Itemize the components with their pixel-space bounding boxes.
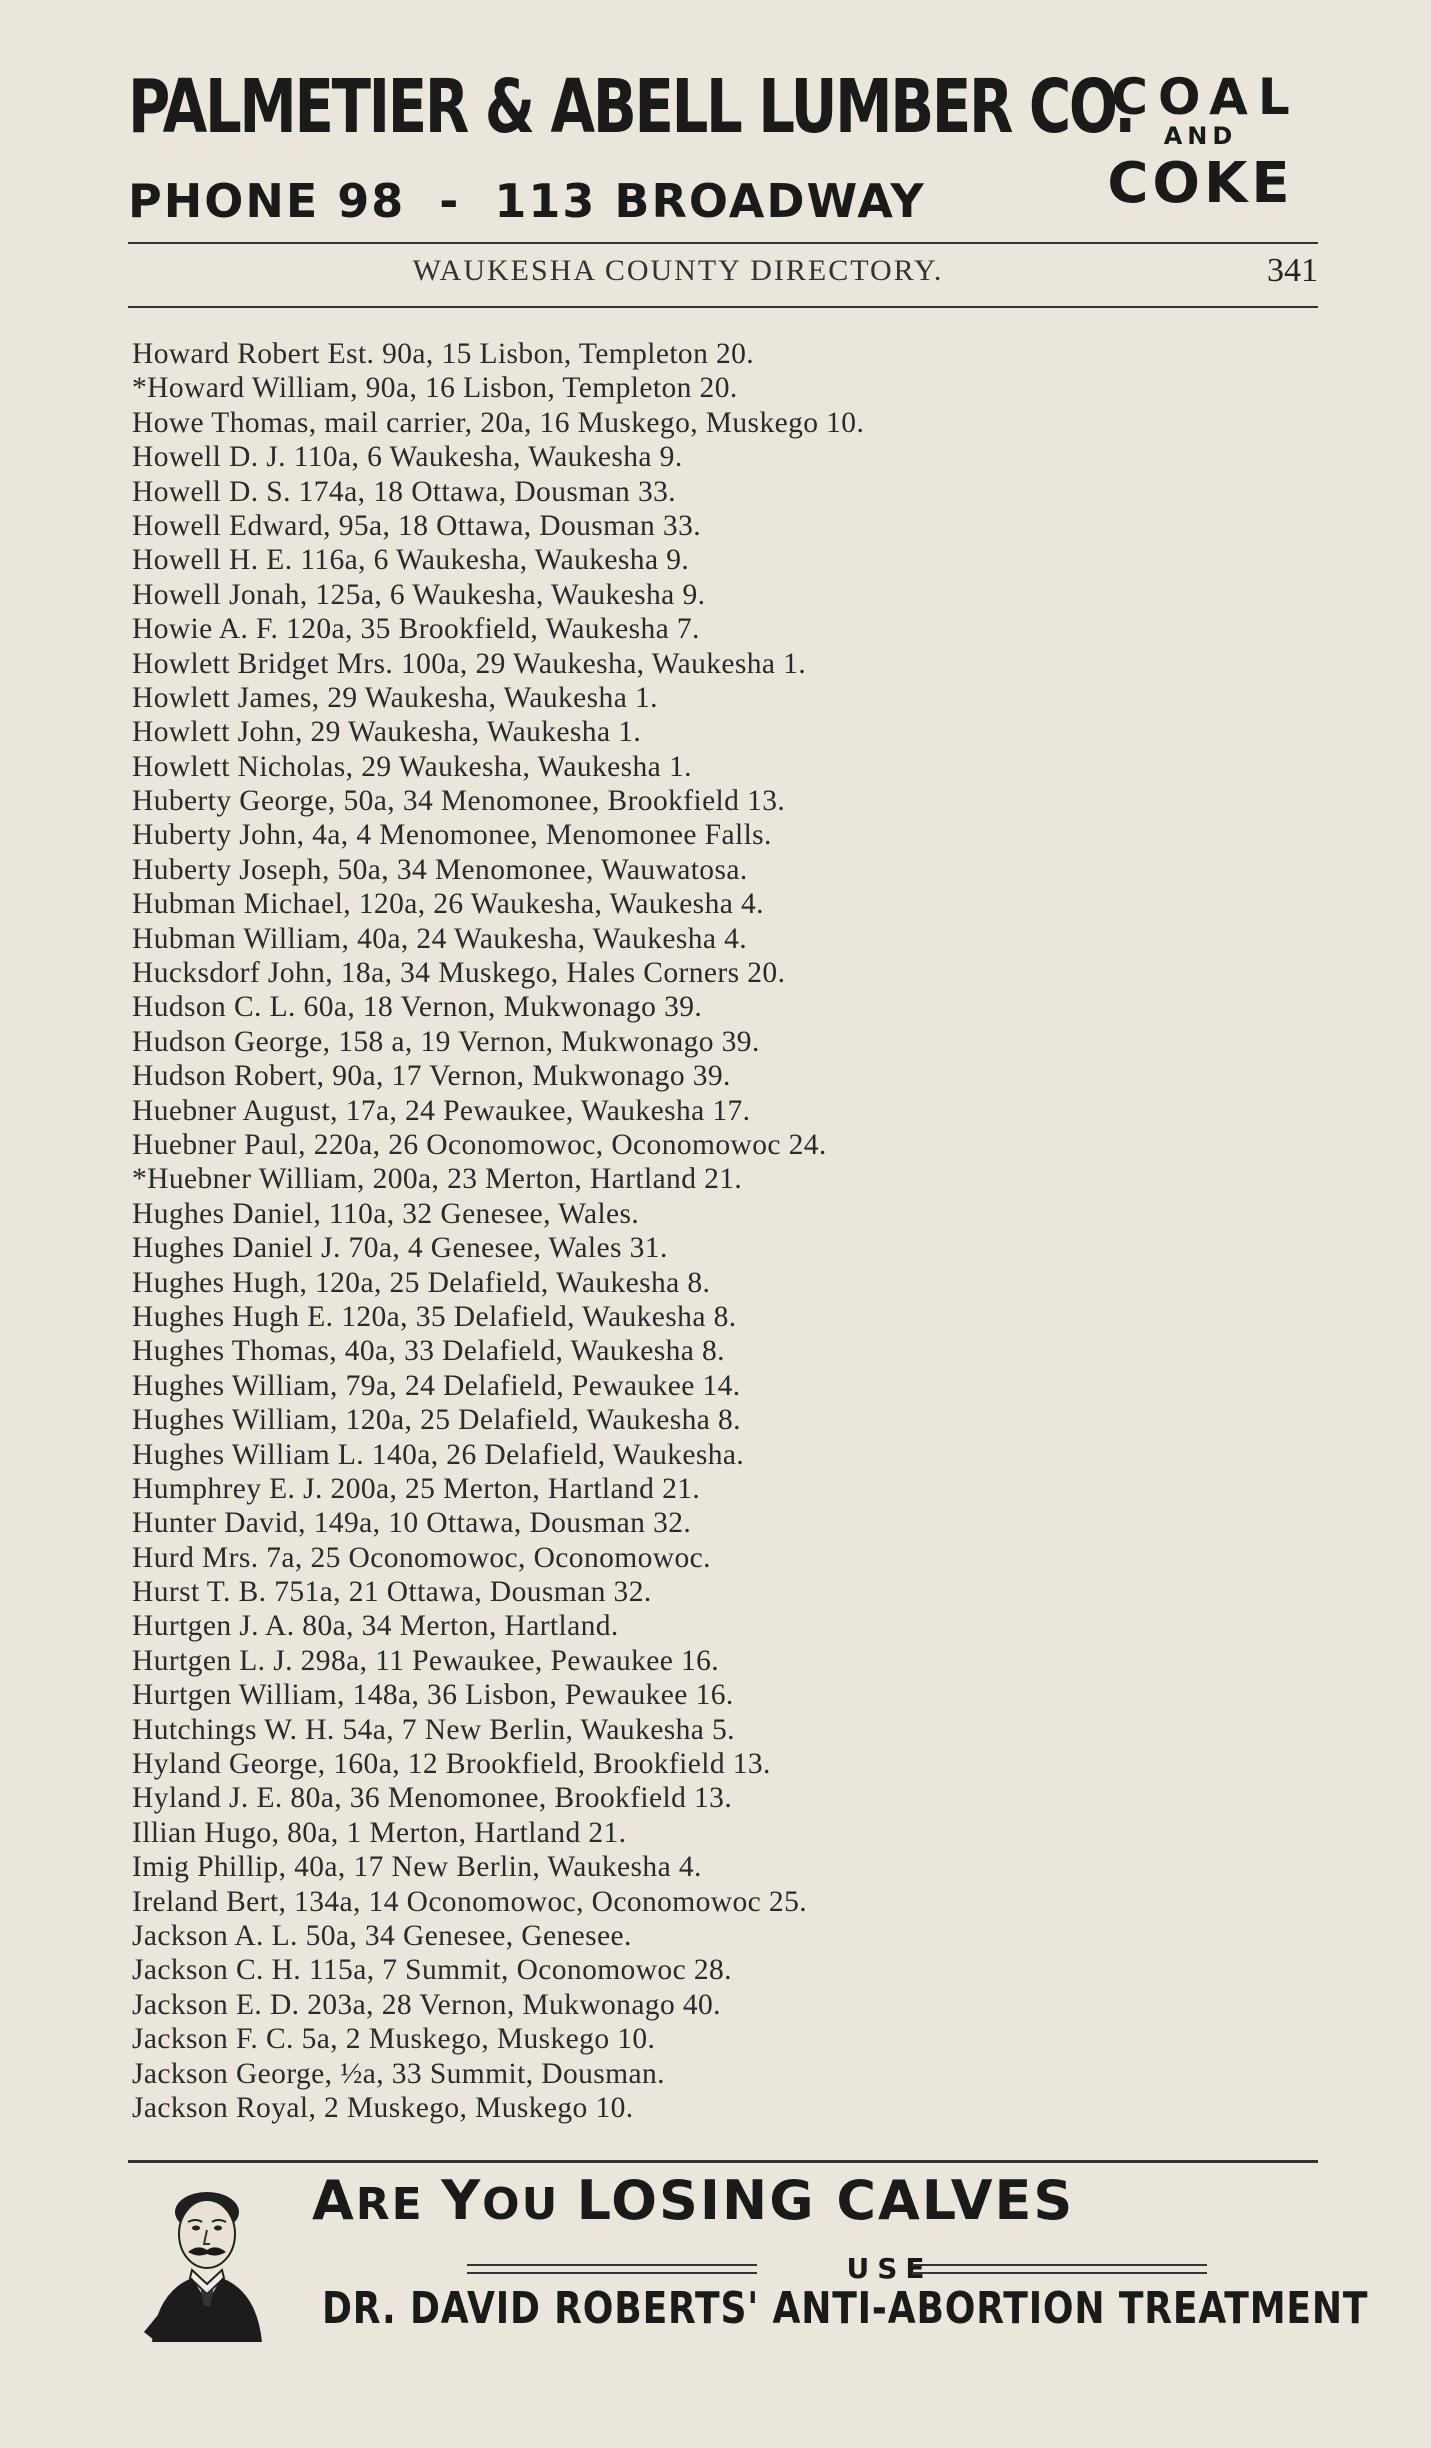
coke-text: COKE bbox=[1107, 151, 1294, 216]
directory-entry: Hurtgen William, 148a, 36 Lisbon, Pewaukee 16. bbox=[132, 1679, 734, 1712]
directory-entry: Illian Hugo, 80a, 1 Merton, Hartland 21. bbox=[132, 1816, 627, 1849]
directory-entry: Hughes Thomas, 40a, 33 Delafield, Waukesha 8. bbox=[132, 1335, 725, 1368]
header-rule bbox=[128, 306, 1318, 308]
directory-title: WAUKESHA COUNTY DIRECTORY. bbox=[412, 254, 944, 287]
directory-entry: Hutchings W. H. 54a, 7 New Berlin, Waukesha 5. bbox=[132, 1713, 735, 1746]
directory-entry: Hughes Daniel J. 70a, 4 Genesee, Wales 31. bbox=[132, 1232, 668, 1265]
portrait-illustration bbox=[142, 2182, 272, 2342]
headline-re: RE bbox=[355, 2179, 442, 2230]
directory-entry: Jackson George, ½a, 33 Summit, Dousman. bbox=[132, 2057, 665, 2090]
directory-entry: Jackson E. D. 203a, 28 Vernon, Mukwonago 40. bbox=[132, 1988, 721, 2021]
directory-entry: Hubman William, 40a, 24 Waukesha, Waukesha 4. bbox=[132, 922, 748, 955]
directory-entry: Howell Edward, 95a, 18 Ottawa, Dousman 33. bbox=[132, 509, 701, 542]
directory-entry: Ireland Bert, 134a, 14 Oconomowoc, Oconomowoc 25. bbox=[132, 1885, 807, 1918]
directory-entry: Imig Phillip, 40a, 17 New Berlin, Waukesha 4. bbox=[132, 1851, 702, 1884]
coal-text: COAL bbox=[1111, 68, 1300, 126]
directory-entry: Hudson Robert, 90a, 17 Vernon, Mukwonago 39. bbox=[132, 1060, 731, 1093]
directory-entry: Howe Thomas, mail carrier, 20a, 16 Muskego, Muskego 10. bbox=[132, 406, 865, 439]
directory-entry: Hughes William, 79a, 24 Delafield, Pewaukee 14. bbox=[132, 1369, 741, 1402]
directory-entry: Howell Jonah, 125a, 6 Waukesha, Waukesha 9. bbox=[132, 578, 706, 611]
directory-entry: Huebner Paul, 220a, 26 Oconomowoc, Oconomowoc 24. bbox=[132, 1128, 827, 1161]
phone-number: PHONE 98 bbox=[128, 174, 406, 228]
headline-losing-calves: LOSING CALVES bbox=[576, 2169, 1075, 2232]
directory-entry: Howlett John, 29 Waukesha, Waukesha 1. bbox=[132, 716, 642, 749]
bottom-advertisement bbox=[132, 2169, 1369, 2352]
directory-entry: Howell H. E. 116a, 6 Waukesha, Waukesha 9. bbox=[132, 544, 690, 577]
page-number: 341 bbox=[1267, 252, 1318, 289]
directory-entry: Hucksdorf John, 18a, 34 Muskego, Hales Corners 20. bbox=[132, 957, 786, 990]
treatment-name: DR. DAVID ROBERTS' ANTI-ABORTION TREATMENT bbox=[322, 2283, 1369, 2334]
bottom-rule bbox=[128, 2160, 1318, 2163]
directory-entry: Humphrey E. J. 200a, 25 Merton, Hartland 21. bbox=[132, 1472, 701, 1505]
directory-entry: Howlett Bridget Mrs. 100a, 29 Waukesha, Waukesha 1. bbox=[132, 647, 807, 680]
directory-entry: Hughes William, 120a, 25 Delafield, Waukesha 8. bbox=[132, 1404, 741, 1437]
directory-entry: Hughes Hugh E. 120a, 35 Delafield, Waukesha 8. bbox=[132, 1300, 737, 1333]
directory-entry: Hughes Daniel, 110a, 32 Genesee, Wales. bbox=[132, 1197, 640, 1230]
directory-entry: Hyland George, 160a, 12 Brookfield, Brookfield 13. bbox=[132, 1748, 771, 1781]
directory-entry: Hunter David, 149a, 10 Ottawa, Dousman 32. bbox=[132, 1507, 692, 1540]
directory-entry: Hughes Hugh, 120a, 25 Delafield, Waukesha 8. bbox=[132, 1266, 711, 1299]
directory-entry: *Huebner William, 200a, 23 Merton, Hartland 21. bbox=[132, 1163, 743, 1196]
directory-entry: Hyland J. E. 80a, 36 Menomonee, Brookfield 13. bbox=[132, 1782, 733, 1815]
use-text: USE bbox=[846, 2252, 933, 2285]
directory-entry: Huberty John, 4a, 4 Menomonee, Menomonee Falls. bbox=[132, 819, 772, 852]
top-rule bbox=[128, 242, 1318, 244]
directory-entry: Jackson F. C. 5a, 2 Muskego, Muskego 10. bbox=[132, 2023, 656, 2056]
directory-entry: Huberty Joseph, 50a, 34 Menomonee, Wauwatosa. bbox=[132, 853, 748, 886]
company-name: PALMETIER & ABELL LUMBER CO. bbox=[128, 64, 1134, 150]
directory-entry: Jackson C. H. 115a, 7 Summit, Oconomowoc 28. bbox=[132, 1954, 732, 1987]
directory-entry: *Howard William, 90a, 16 Lisbon, Templeton 20. bbox=[132, 372, 738, 405]
directory-entry: Hurtgen J. A. 80a, 34 Merton, Hartland. bbox=[132, 1610, 619, 1643]
headline-y: Y bbox=[441, 2169, 483, 2232]
directory-entry: Hughes William L. 140a, 26 Delafield, Waukesha. bbox=[132, 1438, 745, 1471]
directory-entry: Howie A. F. 120a, 35 Brookfield, Waukesha 7. bbox=[132, 613, 700, 646]
directory-entry: Hurtgen L. J. 298a, 11 Pewaukee, Pewaukee 16. bbox=[132, 1644, 720, 1677]
use-rule-right bbox=[912, 2264, 1207, 2274]
directory-entry: Hurst T. B. 751a, 21 Ottawa, Dousman 32. bbox=[132, 1576, 652, 1609]
headline-ou: OU bbox=[482, 2179, 577, 2230]
ad-headline bbox=[312, 2169, 1075, 2232]
directory-entry: Howell D. S. 174a, 18 Ottawa, Dousman 33. bbox=[132, 475, 677, 508]
directory-entry: Jackson Royal, 2 Muskego, Muskego 10. bbox=[132, 2091, 634, 2124]
directory-entry: Hudson George, 158 a, 19 Vernon, Mukwonago 39. bbox=[132, 1025, 760, 1058]
headline-a: A bbox=[312, 2169, 356, 2232]
street-address: 113 BROADWAY bbox=[494, 174, 926, 228]
phone-address-line bbox=[128, 174, 926, 228]
directory-entry: Jackson A. L. 50a, 34 Genesee, Genesee. bbox=[132, 1919, 632, 1952]
running-header bbox=[128, 254, 1318, 294]
directory-entry: Hurd Mrs. 7a, 25 Oconomowoc, Oconomowoc. bbox=[132, 1541, 711, 1574]
top-advertisement bbox=[128, 64, 1318, 235]
directory-entry: Howell D. J. 110a, 6 Waukesha, Waukesha 9. bbox=[132, 441, 683, 474]
directory-entry: Hudson C. L. 60a, 18 Vernon, Mukwonago 39. bbox=[132, 991, 703, 1024]
directory-entry: Howard Robert Est. 90a, 15 Lisbon, Templeton 20. bbox=[132, 338, 755, 370]
directory-entry: Huberty George, 50a, 34 Menomonee, Brookfield 13. bbox=[132, 785, 786, 818]
and-text: AND bbox=[1163, 122, 1238, 150]
directory-entries bbox=[132, 337, 1282, 2125]
coal-coke-block bbox=[1083, 68, 1318, 216]
separator: - bbox=[439, 174, 461, 228]
directory-entry: Howlett James, 29 Waukesha, Waukesha 1. bbox=[132, 681, 658, 714]
directory-entry: Huebner August, 17a, 24 Pewaukee, Waukesha 17. bbox=[132, 1094, 751, 1127]
directory-entry: Hubman Michael, 120a, 26 Waukesha, Waukesha 4. bbox=[132, 888, 764, 921]
directory-entry: Howlett Nicholas, 29 Waukesha, Waukesha 1. bbox=[132, 750, 692, 783]
